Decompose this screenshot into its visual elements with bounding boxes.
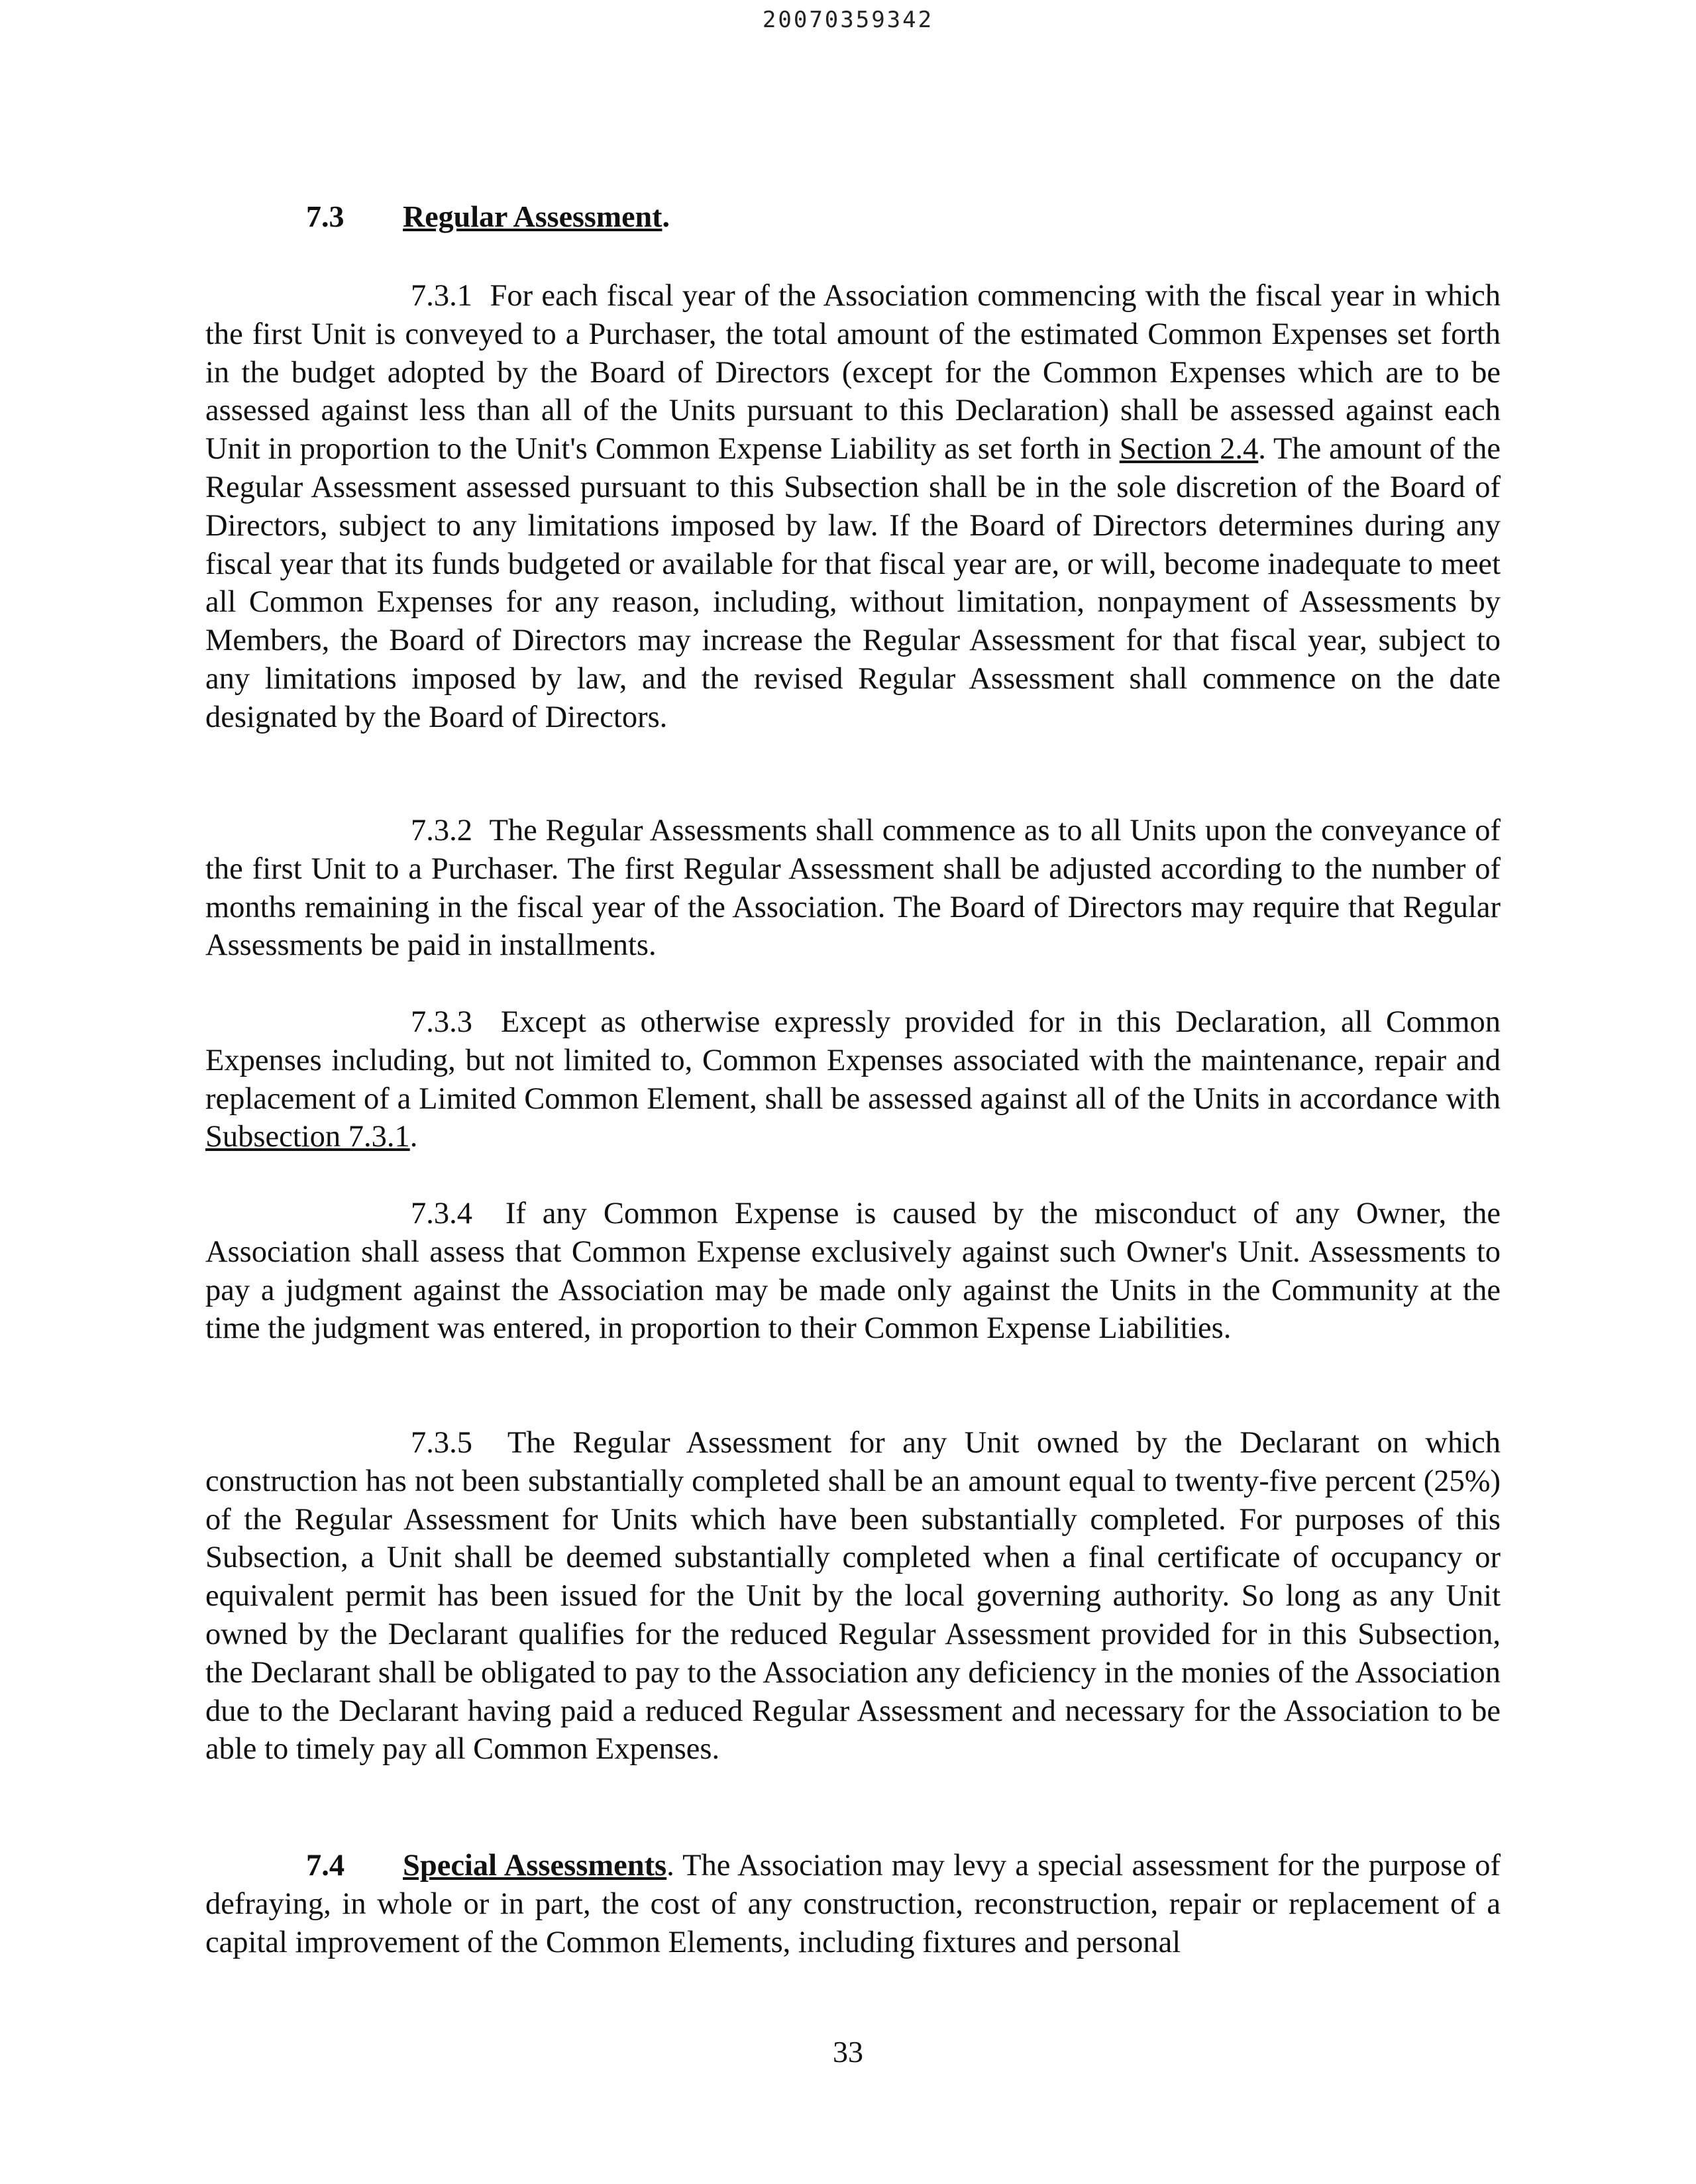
section-title: Regular Assessment (403, 199, 662, 233)
paragraph-text-cont: . (409, 1120, 418, 1154)
paragraph-number: 7.3.5 (411, 1426, 472, 1460)
paragraph-7-3-4 (205, 1195, 1501, 1348)
document-number: 20070359342 (762, 7, 934, 33)
paragraph-text: The Regular Assessments shall commence as to all Units upon the conveyance of the first Unit to a Purchaser. The first Regular Assessment shall be adjusted according to the number of months remaining in the fiscal year of the Association. The Board of Directors may require that Regular Assessments be paid in installments. (205, 814, 1501, 963)
paragraph-number: 7.3.3 (411, 1005, 472, 1039)
paragraph-7-3-5 (205, 1424, 1501, 1769)
section-number: 7.3 (306, 199, 344, 233)
paragraph-7-3-2 (205, 812, 1501, 965)
paragraph-7-3-1 (205, 277, 1501, 737)
section-title-suffix: . (662, 199, 670, 233)
page-number: 33 (833, 2035, 863, 2069)
section-reference: Section 2.4 (1119, 432, 1259, 466)
section-heading (306, 199, 670, 234)
paragraph-text: . The Association may levy a special assessment for the purpose of defraying, in whole or in part, the cost of any construction, reconstruction, repair or replacement of a capital improvement of the Common Elements, including fixtures and personal (205, 1849, 1501, 1959)
section-number: 7.4 (306, 1849, 345, 1883)
paragraph-7-4 (205, 1847, 1501, 1961)
section-title: Special Assessments (403, 1849, 667, 1883)
paragraph-text: If any Common Expense is caused by the misconduct of any Owner, the Association shall assess that Common Expense exclusively against such Owner's Unit. Assessments to pay a judgment against the Association may be made only against the Units in the Community at the time the judgment was entered, in proportion to their Common Expense Liabilities. (205, 1197, 1501, 1346)
subsection-reference: Subsection 7.3.1 (205, 1120, 410, 1154)
paragraph-number: 7.3.1 (411, 279, 472, 313)
paragraph-7-3-3 (205, 1003, 1501, 1156)
paragraph-text: The Regular Assessment for any Unit owned by the Declarant on which construction has not been substantially completed shall be an amount equal to twenty-five percent (25%) of the Regular Assessment for Units which have been substantially completed. For purposes of this Subsection, a Unit shall be deemed substantially completed when a final certificate of occupancy or equivalent permit has been issued for the Unit by the local governing authority. So long as any Unit owned by the Declarant qualifies for the reduced Regular Assessment provided for in this Subsection, the Declarant shall be obligated to pay to the Association any deficiency in the monies of the Association due to the Declarant having paid a reduced Regular Assessment and necessary for the Association to be able to timely pay all Common Expenses. (205, 1426, 1501, 1767)
paragraph-number: 7.3.2 (411, 814, 472, 847)
paragraph-text-cont: . The amount of the Regular Assessment assessed pursuant to this Subsection shall be in the sole discretion of the Board of Directors, subject to any limitations imposed by law. If the Board of Directors determines during any fiscal year that its funds budgeted or available for that fiscal year are, or will, become inadequate to meet all Common Expenses for any reason, including, without limitation, nonpayment of Assessments by Members, the Board of Directors may increase the Regular Assessment for that fiscal year, subject to any limitations imposed by law, and the revised Regular Assessment shall commence on the date designated by the Board of Directors. (205, 432, 1501, 734)
paragraph-text: Except as otherwise expressly provided for in this Declaration, all Common Expenses including, but not limited to, Common Expenses associated with the maintenance, repair and replacement of a Limited Common Element, shall be assessed against all of the Units in accordance with (205, 1005, 1501, 1116)
paragraph-text: For each fiscal year of the Association commencing with the fiscal year in which the first Unit is conveyed to a Purchaser, the total amount of the estimated Common Expenses set forth in the budget adopted by the Board of Directors (except for the Common Expenses which are to be assessed against less than all of the Units pursuant to this Declaration) shall be assessed against each Unit in proportion to the Unit's Common Expense Liability as set forth in (205, 279, 1501, 466)
paragraph-number: 7.3.4 (411, 1197, 472, 1230)
